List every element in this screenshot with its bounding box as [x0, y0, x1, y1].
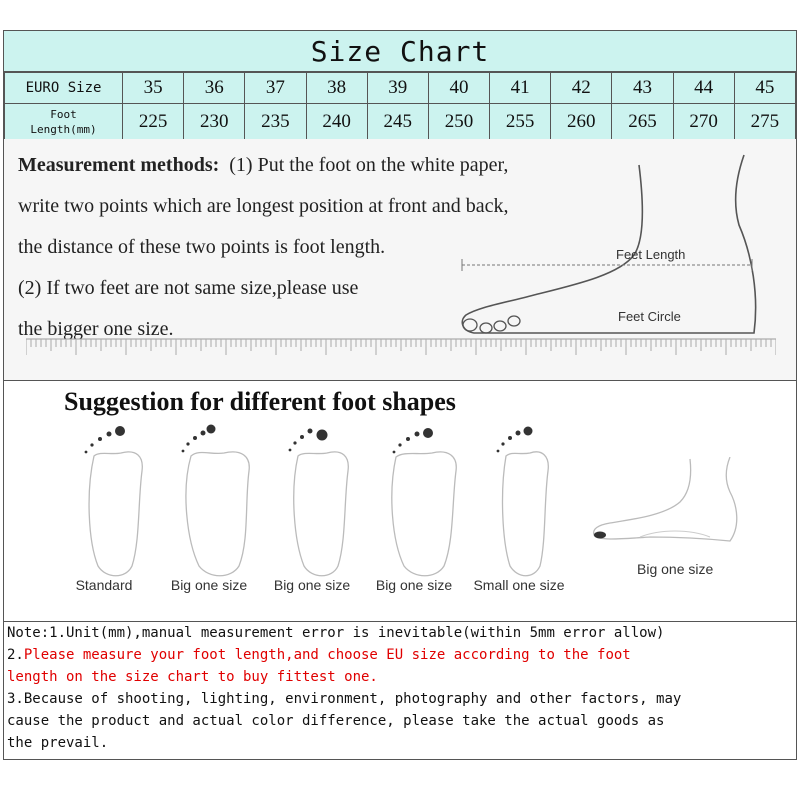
euro-size-cell: 35 — [123, 73, 184, 104]
euro-size-cell: 36 — [184, 73, 245, 104]
measurement-line4: (2) If two feet are not same size,please use — [18, 277, 359, 299]
euro-size-cell: 43 — [612, 73, 673, 104]
note-line-2-prefix: 2. — [7, 647, 24, 663]
shape-label-fat: Big one size — [375, 577, 453, 593]
note-line-5: cause the product and actual color difference, please take the actual goods as — [7, 713, 665, 729]
suggestion-title: Suggestion for different foot shapes — [64, 387, 456, 416]
notes-section — [4, 622, 799, 754]
euro-size-row — [5, 73, 796, 104]
foot-length-cell: 250 — [428, 104, 489, 141]
note-line-3: length on the size chart to buy fittest one. — [7, 669, 378, 685]
shape-label-narrow: Small one size — [473, 577, 565, 593]
note-line-2 — [7, 644, 799, 666]
foot-length-cell: 260 — [551, 104, 612, 141]
foot-length-header-line1: Foot — [50, 108, 77, 121]
note-line-1: Note:1.Unit(mm),manual measurement error is inevitable(within 5mm error allow) — [7, 625, 665, 641]
measurement-section — [4, 139, 796, 381]
footprint-narrow-icon — [486, 421, 566, 581]
feet-circle-label: Feet Circle — [618, 309, 681, 324]
foot-length-row — [5, 104, 796, 141]
shape-label-standard: Standard — [75, 577, 133, 593]
foot-length-cell: 230 — [184, 104, 245, 141]
footprint-wide-icon — [179, 421, 259, 581]
footprint-standard-icon — [76, 421, 156, 581]
measurement-line5: the bigger one size. — [18, 318, 174, 340]
suggestion-section — [4, 381, 796, 622]
euro-size-cell: 40 — [428, 73, 489, 104]
note-line-6: the prevail. — [7, 735, 109, 751]
euro-size-cell: 44 — [673, 73, 734, 104]
note-line-2-red: Please measure your foot length,and choose EU size according to the foot — [23, 647, 631, 663]
euro-size-cell: 45 — [734, 73, 795, 104]
high-arch-side-foot-icon — [590, 457, 750, 557]
euro-size-header: EURO Size — [5, 73, 123, 104]
euro-size-cell: 42 — [551, 73, 612, 104]
side-foot-measure-icon — [454, 145, 774, 335]
foot-length-cell: 240 — [306, 104, 367, 141]
euro-size-cell: 39 — [367, 73, 428, 104]
foot-length-cell: 245 — [367, 104, 428, 141]
foot-length-cell: 225 — [123, 104, 184, 141]
footprint-high-instep-icon — [282, 421, 362, 581]
size-table — [4, 72, 796, 141]
measurement-line1: (1) Put the foot on the white paper, — [229, 154, 509, 176]
foot-length-cell: 265 — [612, 104, 673, 141]
measurement-line3: the distance of these two points is foot length. — [18, 236, 386, 258]
foot-length-cell: 235 — [245, 104, 306, 141]
foot-length-cell: 275 — [734, 104, 795, 141]
size-chart-title: Size Chart — [4, 31, 796, 72]
shape-label-wide: Big one size — [170, 577, 248, 593]
foot-length-header — [5, 104, 123, 141]
measurement-heading: Measurement methods: — [18, 154, 220, 176]
ruler-icon — [26, 335, 776, 355]
euro-size-cell: 37 — [245, 73, 306, 104]
feet-length-label: Feet Length — [616, 247, 686, 262]
measurement-line2: write two points which are longest position at front and back, — [18, 195, 509, 217]
euro-size-cell: 38 — [306, 73, 367, 104]
shape-label-high-instep: Big one size — [273, 577, 351, 593]
foot-length-cell: 270 — [673, 104, 734, 141]
foot-length-header-line2: Length(mm) — [30, 123, 97, 136]
euro-size-cell: 41 — [490, 73, 551, 104]
note-line-4: 3.Because of shooting, lighting, environment, photography and other factors, may — [7, 691, 682, 707]
side-foot-label: Big one size — [637, 561, 714, 577]
footprint-fat-icon — [384, 421, 464, 581]
foot-length-cell: 255 — [490, 104, 551, 141]
